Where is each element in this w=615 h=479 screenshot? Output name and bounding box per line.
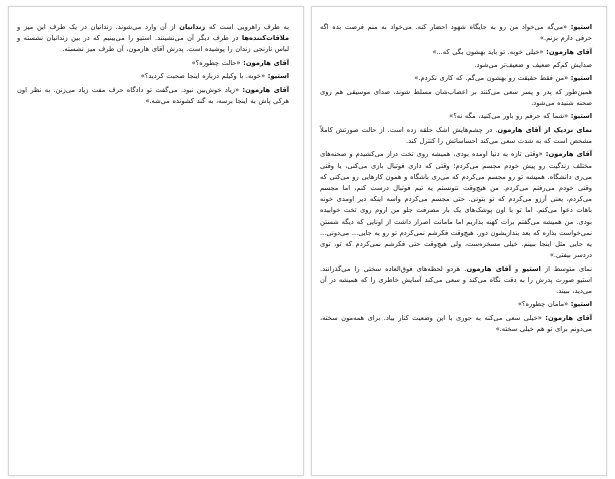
paragraph: استیو: «خوبه. با وکیلم درباره اینجا صحبت کردید؟»: [140, 72, 289, 81]
paragraph: نمای نزدیک از آقای هارمون. در چشم‌هایش اشک حلقه زده است. از حالت صورتش کاملاً مشخص است که به شدت سعی می‌کند احساساتش را کنترل کند.: [320, 125, 592, 145]
paragraph: آقای هارمون: «حالت چطوره؟»: [191, 58, 289, 67]
right-page-text: [320, 22, 592, 337]
paragraph: آقای هارمون: «خیلی خوبه. تو باید بهشون بگی که...»: [432, 47, 592, 56]
paragraph: به طرف راهرویی است که زندانیان از آن وارد می‌شوند. زندانیان در یک طرف این میز و ملاقات‌کننده‌ها در طرف دیگر آن می‌نشینند. استیو را می‌بینیم که در بین زندانیان نشسته و لباس نارنجی زندان را پوشیده است. پدرش آقای هارمون، آن طرف میز نشسته.: [17, 23, 289, 54]
paragraph: آقای هارمون: «وقتی تازه به دنیا اومده بودی، همیشه روی تخت دراز می‌کشیدم و صحنه‌های مختلف زندگیت رو پیش خودم مجسم می‌کردم؛ وقتی که داری فوتبال بازی می‌کنی، یا وقتی می‌ری دانشگاه. همیشه تو رو مجسم می‌کردم که می‌ری باشگاه و همون کارهایی رو می‌کنی که وقتی خودم می‌رفتم می‌کردم. من هیچ‌وقت نتونستم یه تیم فوتبال درست کنم، اما مجسم می‌کردم، یعنی آرزو می‌کردم که تو بتونی. حتی مجسم می‌کردم واسه اینکه دیر اومدی خونه باهات دعوا می‌کنم. اما تو با اون پوشک‌های یک بار مصرفت جلو من اروم روی تخت خوابیده بودی. من همیشه می‌گفتم برات کهنه بذاریم اما مامانت اصرار داشت از اونایی که دیگه شستن نمی‌خواست بذاره که بعد بندازیشون دور. هیچ‌وقت فکرشم نمی‌کردم تو رو یه جایی... می‌دونی... یه جایی مثل اینجا ببینم. خیلی مسخره‌ست، ولی هیچ‌وقت حتی فکرشم نمی‌کردم که تو، توی دردسر بیفتی.»: [320, 150, 592, 260]
paragraph: استیو: «می‌گه می‌خواد من رو به جایگاه شهود احضار کنه. می‌خواد به منم فرصت بده اگه حرفی دارم بزنم.»: [320, 23, 592, 43]
paragraph: آقای هارمون: «خیلی سعی می‌کنه به جوری با این وضعیت کنار بیاد. برای همه‌مون سخته، می‌دونم برای تو هم خیلی سخته.»: [320, 313, 592, 333]
paragraph: همین‌طور که پدر و پسر سعی می‌کنند بر اعصاب‌شان مسلط شوند، صدای موسیقی هم روی صحنه شنیده می‌شود.: [320, 87, 592, 107]
left-page: [8, 6, 304, 476]
paragraph: نمای متوسط از استیو و آقای هارمون. هردو لحظه‌های فوق‌العاده سختی را می‌گذرانند. استیو صورت پدرش را به دقت نگاه می‌کند و سعی می‌کند آسایش خاطری را که همیشه در آن می‌دید، ببیند.: [320, 264, 592, 295]
left-page-text: [17, 22, 289, 109]
paragraph: استیو: «مامان چطوره؟»: [517, 300, 592, 309]
paragraph: آقای هارمون: «زیاد خوش‌بین نبود. می‌گفت تو دادگاه حرف مفت زیاد می‌زنن. به نظر اون هرکی پاش به اینجا برسه، به گند کشونده می‌شه.»: [17, 85, 290, 105]
paragraph: صدایش کم‌کم ضعیف و ضعیف‌تر می‌شود.: [474, 60, 592, 69]
paragraph: استیو: «شما که حرفم رو باور می‌کنید، مگه نه؟»: [449, 112, 592, 121]
paragraph: استیو: «من فقط حقیقت رو بهشون می‌گم. که کاری نکردم.»: [414, 74, 592, 83]
right-page: [311, 6, 607, 476]
